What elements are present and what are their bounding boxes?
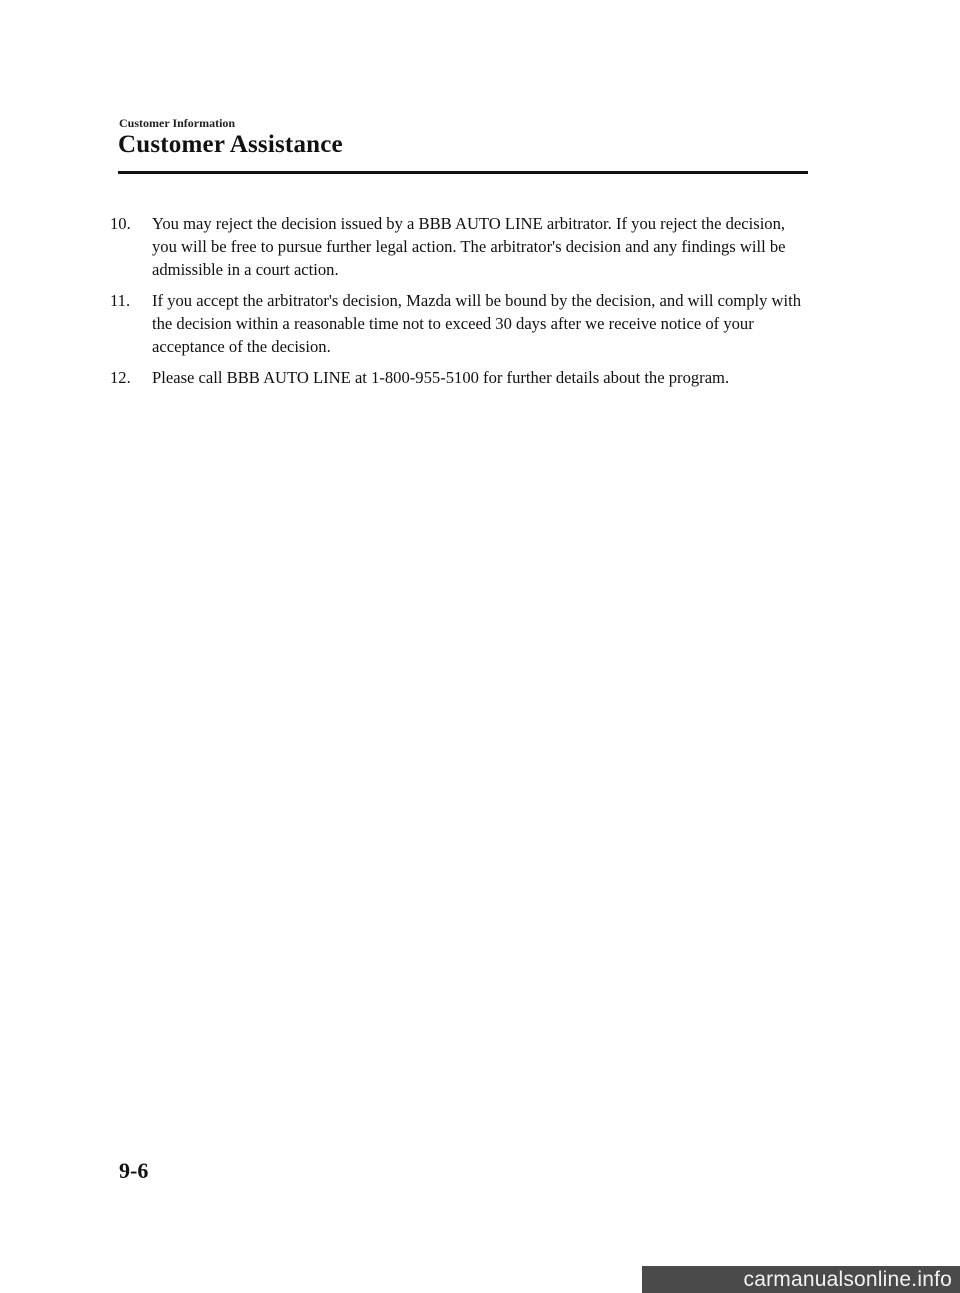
item-text: Please call BBB AUTO LINE at 1-800-955-5100 for further details about the program.: [152, 368, 730, 387]
item-number: 10.: [110, 214, 131, 233]
item-number: 12.: [110, 368, 131, 387]
item-text: You may reject the decision issued by a BBB AUTO LINE arbitrator. If you reject the decision, you will be free to pursue further legal action. The arbitrator's decision and any findings will be admissible in a court action.: [152, 214, 786, 279]
list-item: [100, 366, 810, 389]
item-number: 11.: [110, 291, 131, 310]
page-number: 9-6: [119, 1158, 149, 1183]
numbered-list: [100, 212, 810, 397]
page-title: Customer Assistance: [118, 131, 343, 158]
title-divider: [118, 171, 808, 174]
list-item: [100, 289, 810, 358]
section-label: Customer Information: [119, 116, 236, 130]
list-item: [100, 212, 810, 281]
watermark: carmanualsonline.info: [642, 1266, 960, 1293]
item-text: If you accept the arbitrator's decision, Mazda will be bound by the decision, and will comply with the decision within a reasonable time not to exceed 30 days after we receive notice of your acceptance of the decision.: [152, 291, 802, 356]
